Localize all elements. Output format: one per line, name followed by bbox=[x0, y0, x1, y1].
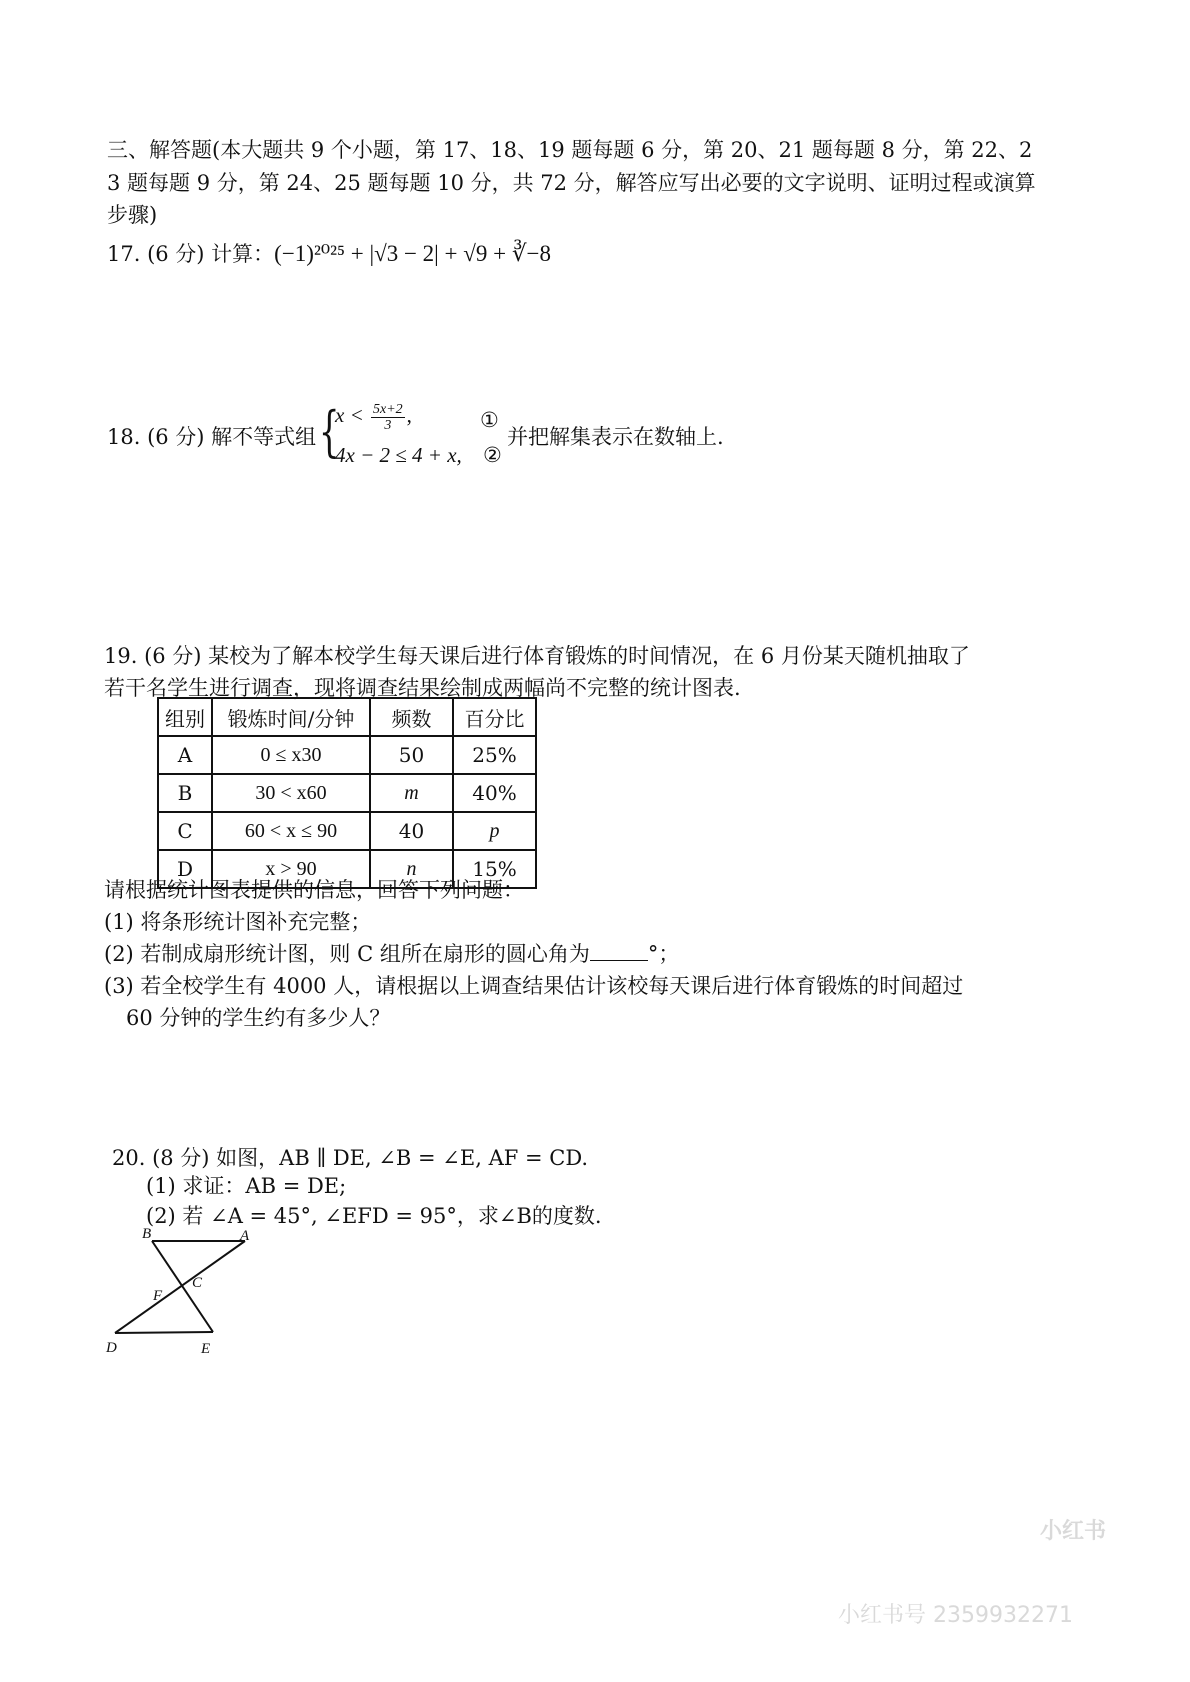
question-18-prefix: 18. (6 分) 解不等式组 bbox=[107, 425, 317, 449]
inequality-1-left: x < bbox=[335, 403, 364, 427]
question-20-part2: (2) 若 ∠A = 45°, ∠EFD = 95°，求∠B的度数. bbox=[146, 1204, 602, 1228]
question-20-line1: 20. (8 分) 如图，AB ∥ DE, ∠B = ∠E, AF = CD. bbox=[112, 1146, 589, 1170]
question-17-expression: (−1)²⁰²⁵ + |√3 − 2| + √9 + ∛−8 bbox=[274, 241, 551, 266]
table-cell-frequency: 50 bbox=[370, 736, 453, 774]
table-cell-group: B bbox=[158, 774, 212, 812]
table-cell-percent: 40% bbox=[453, 774, 536, 812]
point-label-c: C bbox=[192, 1275, 203, 1291]
table-header-frequency: 频数 bbox=[370, 698, 453, 736]
inequality-2: 4x − 2 ≤ 4 + x, bbox=[335, 443, 462, 467]
point-label-d: D bbox=[106, 1340, 117, 1356]
section-header-line2: 3 题每题 9 分，第 24、25 题每题 10 分，共 72 分，解答应写出必要的文字说明、证明过程或演算 bbox=[107, 171, 1036, 195]
table-header-row bbox=[158, 698, 536, 736]
table-cell-percent: 15% bbox=[453, 850, 536, 888]
table-row bbox=[158, 774, 536, 812]
table-cell-time: 30 < x60 bbox=[212, 774, 370, 812]
table-cell-time: x > 90 bbox=[212, 850, 370, 888]
geometry-figure bbox=[100, 1225, 270, 1365]
fraction-numerator: 5x+2 bbox=[373, 401, 403, 417]
table-cell-group: C bbox=[158, 812, 212, 850]
table-cell-group: D bbox=[158, 850, 212, 888]
watermark-text: 小红书号 2359932271 bbox=[838, 1603, 1073, 1628]
question-20-part1: (1) 求证：AB = DE; bbox=[146, 1174, 347, 1198]
table-cell-time: 60 < x ≤ 90 bbox=[212, 812, 370, 850]
table-header-percent: 百分比 bbox=[453, 698, 536, 736]
table-cell-frequency: 40 bbox=[370, 812, 453, 850]
section-header-line1: 三、解答题(本大题共 9 个小题，第 17、18、19 题每题 6 分，第 20、21 题每题 8 分，第 22、2 bbox=[107, 138, 1033, 162]
point-label-e: E bbox=[201, 1341, 211, 1357]
table-cell-frequency: m bbox=[370, 774, 453, 812]
question-17-prefix: 17. (6 分) 计算： bbox=[107, 242, 275, 266]
table-cell-frequency: n bbox=[370, 850, 453, 888]
table-cell-group: A bbox=[158, 736, 212, 774]
question-19-part2-text: (2) 若制成扇形统计图，则 C 组所在扇形的圆心角为 bbox=[104, 942, 590, 966]
question-19-prompt: 请根据统计图表提供的信息，回答下列问题： bbox=[104, 878, 524, 902]
inequality-1-fraction bbox=[371, 402, 405, 433]
question-19-part2 bbox=[104, 936, 679, 972]
question-19-part2-unit: °； bbox=[647, 942, 680, 966]
inequality-1-mark: ① bbox=[480, 408, 499, 432]
table-row bbox=[158, 736, 536, 774]
point-label-f: F bbox=[153, 1288, 163, 1304]
table-header-group: 组别 bbox=[158, 698, 212, 736]
watermark-logo: 小红书 bbox=[1040, 1519, 1107, 1544]
question-18-suffix: 并把解集表示在数轴上. bbox=[507, 425, 724, 449]
question-17 bbox=[107, 236, 551, 272]
fraction-denominator: 3 bbox=[384, 417, 392, 433]
point-label-b: B bbox=[142, 1226, 152, 1242]
table-cell-time: 0 ≤ x30 bbox=[212, 736, 370, 774]
question-19-part3-line1: (3) 若全校学生有 4000 人，请根据以上调查结果估计该校每天课后进行体育锻炼的时间超过 bbox=[104, 974, 964, 998]
answer-blank bbox=[590, 938, 648, 961]
point-label-a: A bbox=[240, 1228, 250, 1244]
inequality-2-mark: ② bbox=[483, 443, 502, 467]
question-19-part3-line2: 60 分钟的学生约有多少人？ bbox=[126, 1006, 391, 1030]
table-cell-percent: p bbox=[453, 812, 536, 850]
question-18 bbox=[107, 405, 316, 469]
table-cell-percent: 25% bbox=[453, 736, 536, 774]
frequency-table bbox=[157, 697, 537, 889]
table-row bbox=[158, 812, 536, 850]
section-header-line3: 步骤) bbox=[107, 203, 158, 227]
table-header-time: 锻炼时间/分钟 bbox=[212, 698, 370, 736]
question-19-line1: 19. (6 分) 某校为了解本校学生每天课后进行体育锻炼的时间情况，在 6 月份某天随机抽取了 bbox=[104, 644, 970, 668]
question-19-line2: 若干名学生进行调查，现将调查结果绘制成两幅尚不完整的统计图表. bbox=[104, 676, 741, 700]
inequality-1: x < $\frac{5x+2}{3}$ , bbox=[335, 401, 412, 433]
question-19-part1: (1) 将条形统计图补充完整； bbox=[104, 910, 372, 934]
inequality-system-brace: { bbox=[318, 400, 340, 463]
